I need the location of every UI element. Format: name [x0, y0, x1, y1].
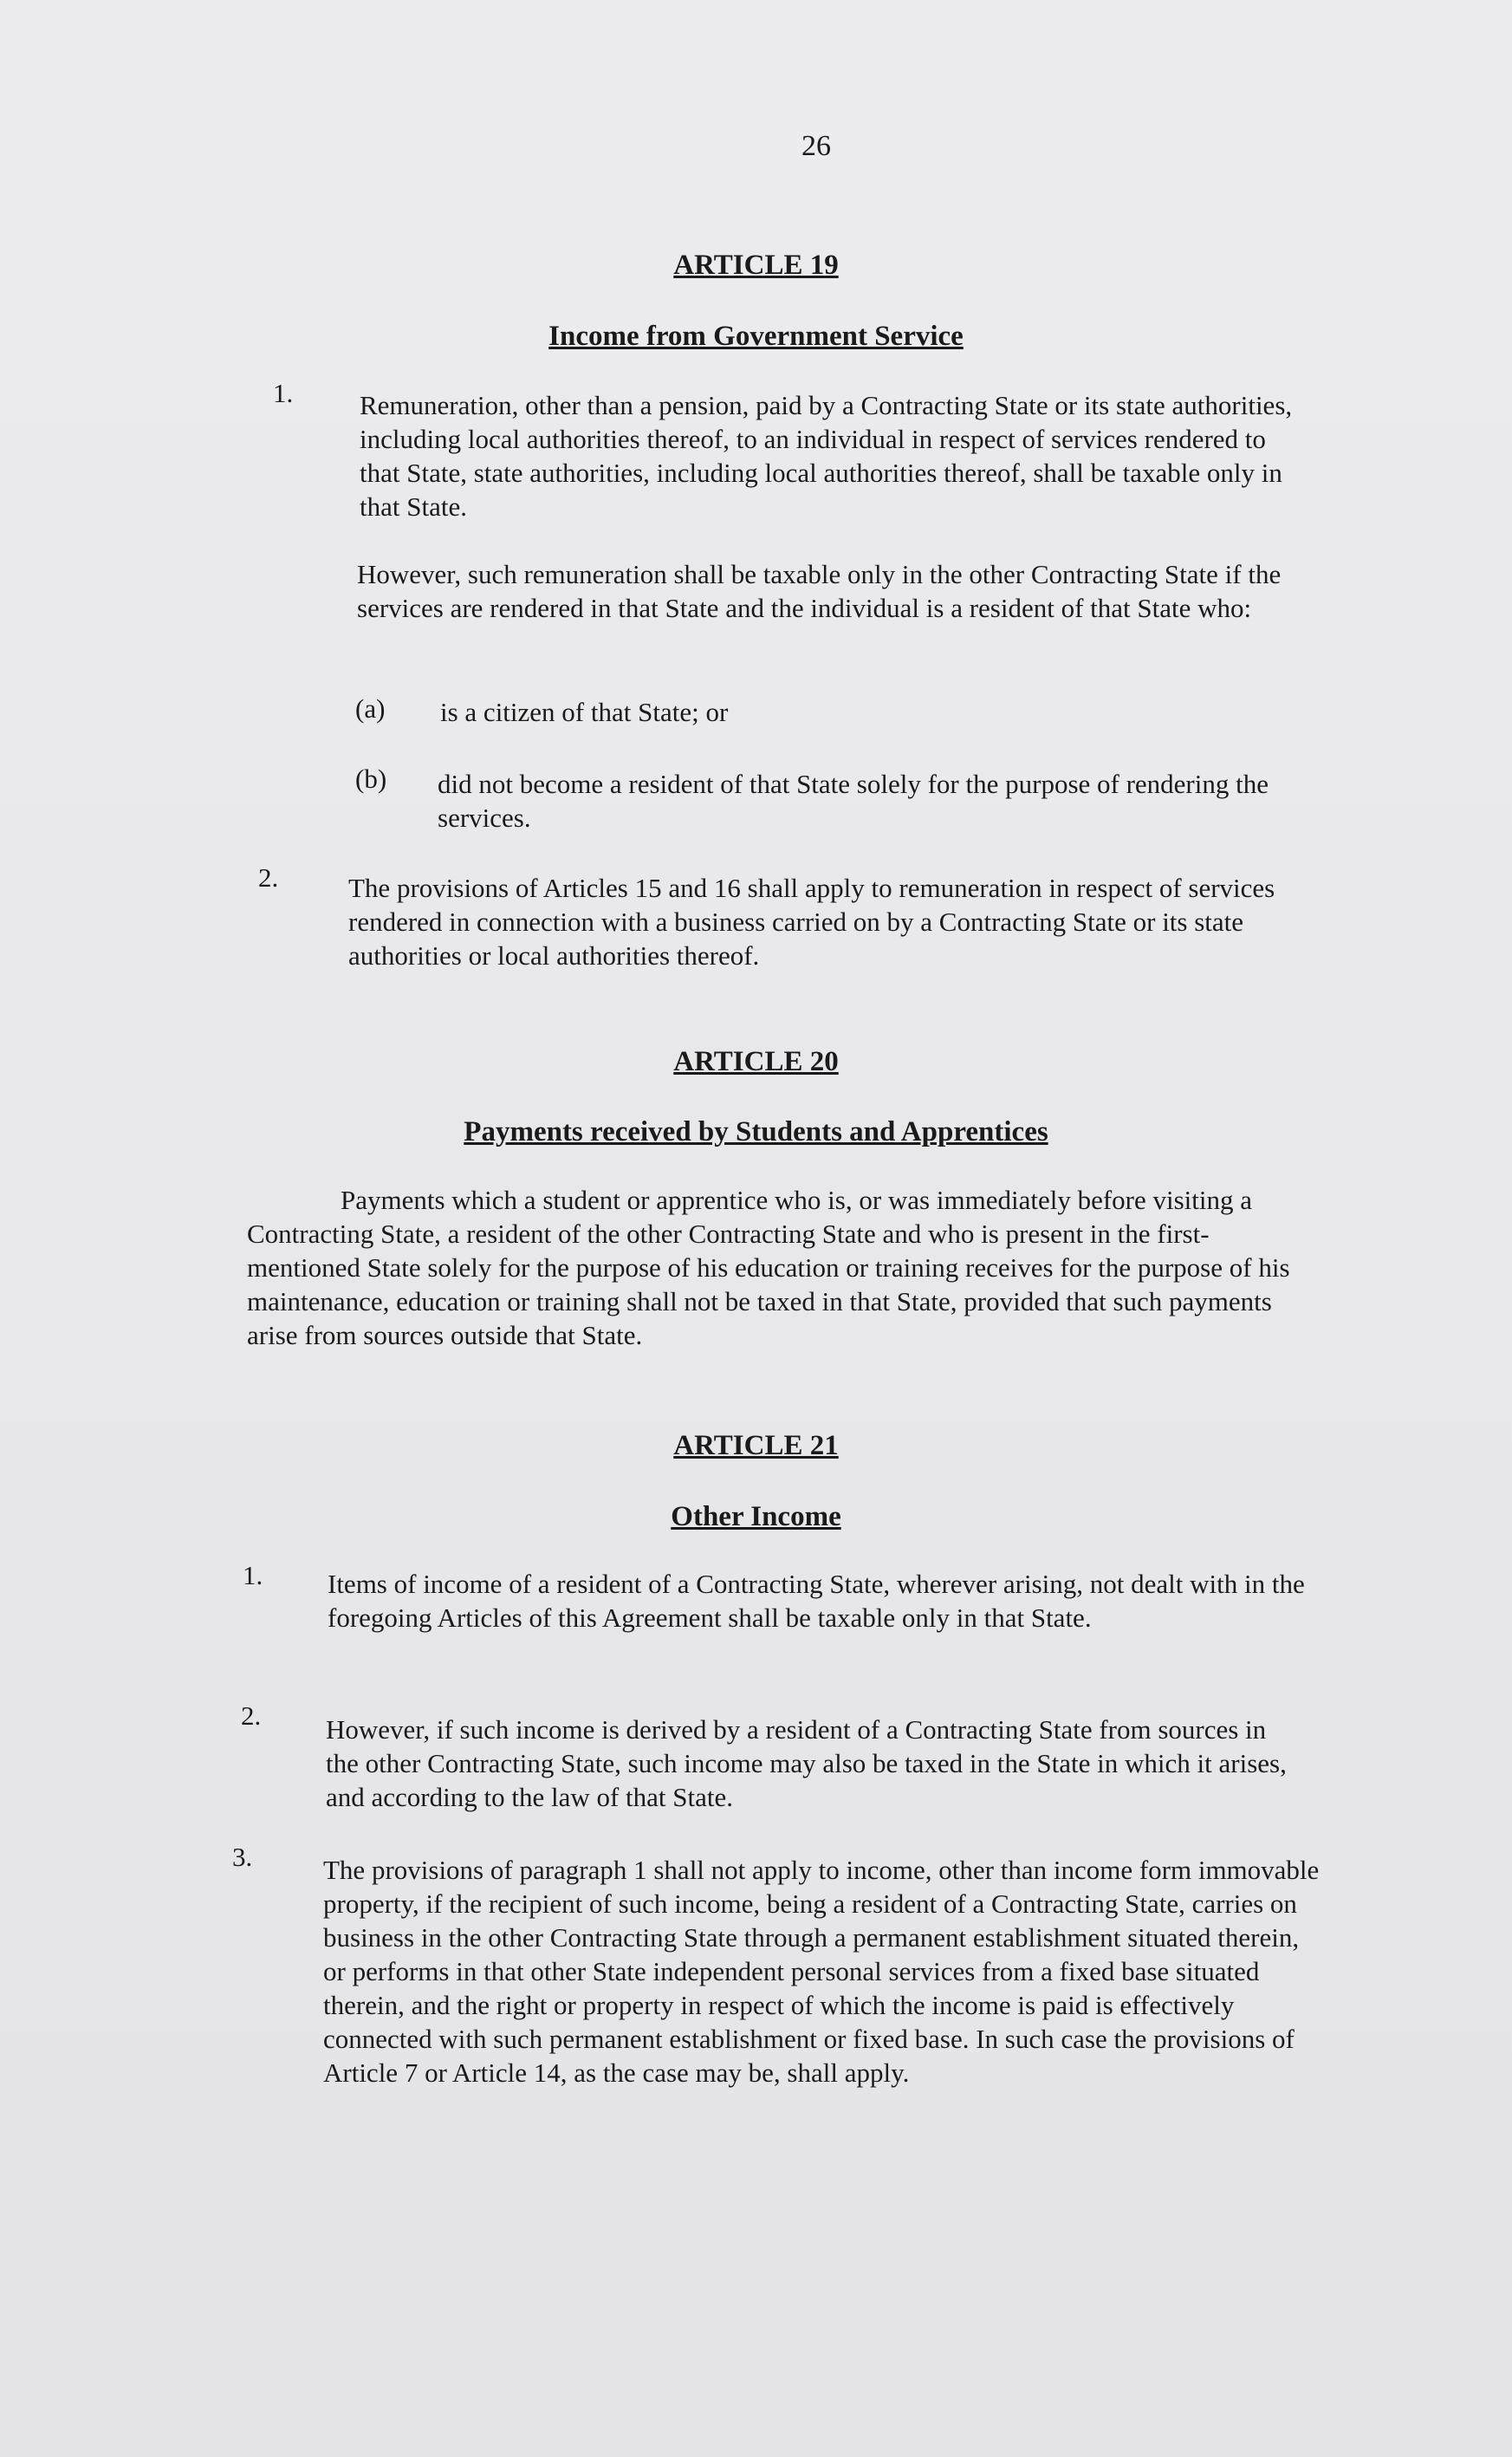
article-21-title: ARTICLE 21 — [673, 1430, 839, 1461]
article-21-subtitle: Other Income — [671, 1501, 841, 1532]
article-21-p2-number: 2. — [241, 1700, 262, 1731]
article-21-p3-text: The provisions of paragraph 1 shall not apply to income, other than income form immovable property, if the recipient of such income, being a resident of a Contracting State, carries on business in the other Contracting State through a permanent establishment situated therein, or performs in that other State independent personal services from a fixed base situated therein, and the right or property in respect of which the income is paid is effectively connected with such permanent establishment or fixed base. In such case the provisions of Article 7 or Article 14, as the case may be, shall apply. — [323, 1855, 1320, 2088]
article-19-item-b-label: (b) — [355, 764, 387, 794]
article-20-subtitle: Payments received by Students and Apprentices — [464, 1116, 1048, 1147]
article-19-title: ARTICLE 19 — [673, 250, 839, 281]
article-19-p1-text: Remuneration, other than a pension, paid by a Contracting State or its state authorities, including local authorities thereof, to an individual in respect of services rendered to that State, state authorities, including local authorities thereof, shall be taxable only in that State. — [360, 390, 1293, 522]
article-21-p1-number: 1. — [243, 1560, 263, 1590]
article-19-item-a-label: (a) — [355, 693, 386, 724]
article-19-p1-number: 1. — [273, 378, 294, 408]
article-21-p2-text: However, if such income is derived by a resident of a Contracting State from sources in the other Contracting State, such income may also be taxed in the State in which it arises, and according to the law of that State. — [326, 1714, 1287, 1812]
article-19-item-b-text: did not become a resident of that State solely for the purpose of rendering the services. — [438, 769, 1269, 833]
article-19-p1-however: However, such remuneration shall be taxable only in the other Contracting State if the services are rendered in that State and the individual is a resident of that State who: — [357, 559, 1282, 623]
article-20-title: ARTICLE 20 — [673, 1046, 839, 1077]
article-21-p3-number: 3. — [232, 1842, 253, 1872]
page-number: 26 — [801, 130, 831, 162]
article-20-text: Payments which a student or apprentice who is, or was immediately before visiting a Contracting State, a resident of the other Contracting State and who is present in the first-mentioned State solely for the purpose of his education or training receives for the purpose of his maintenance, education or training shall not be taxed in that State, provided that such payments arise from sources outside that State. — [247, 1185, 1290, 1350]
article-21-p1-text: Items of income of a resident of a Contracting State, wherever arising, not dealt with in the foregoing Articles of this Agreement shall be taxable only in that State. — [328, 1569, 1305, 1633]
article-19-subtitle: Income from Government Service — [548, 321, 964, 352]
article-19-p2-number: 2. — [258, 862, 279, 893]
article-19-p2-text: The provisions of Articles 15 and 16 shall apply to remuneration in respect of services rendered in connection with a business carried on by a Contracting State or its state authorities or local authorities thereof. — [348, 873, 1275, 971]
article-19-item-a-text: is a citizen of that State; or — [440, 697, 729, 727]
